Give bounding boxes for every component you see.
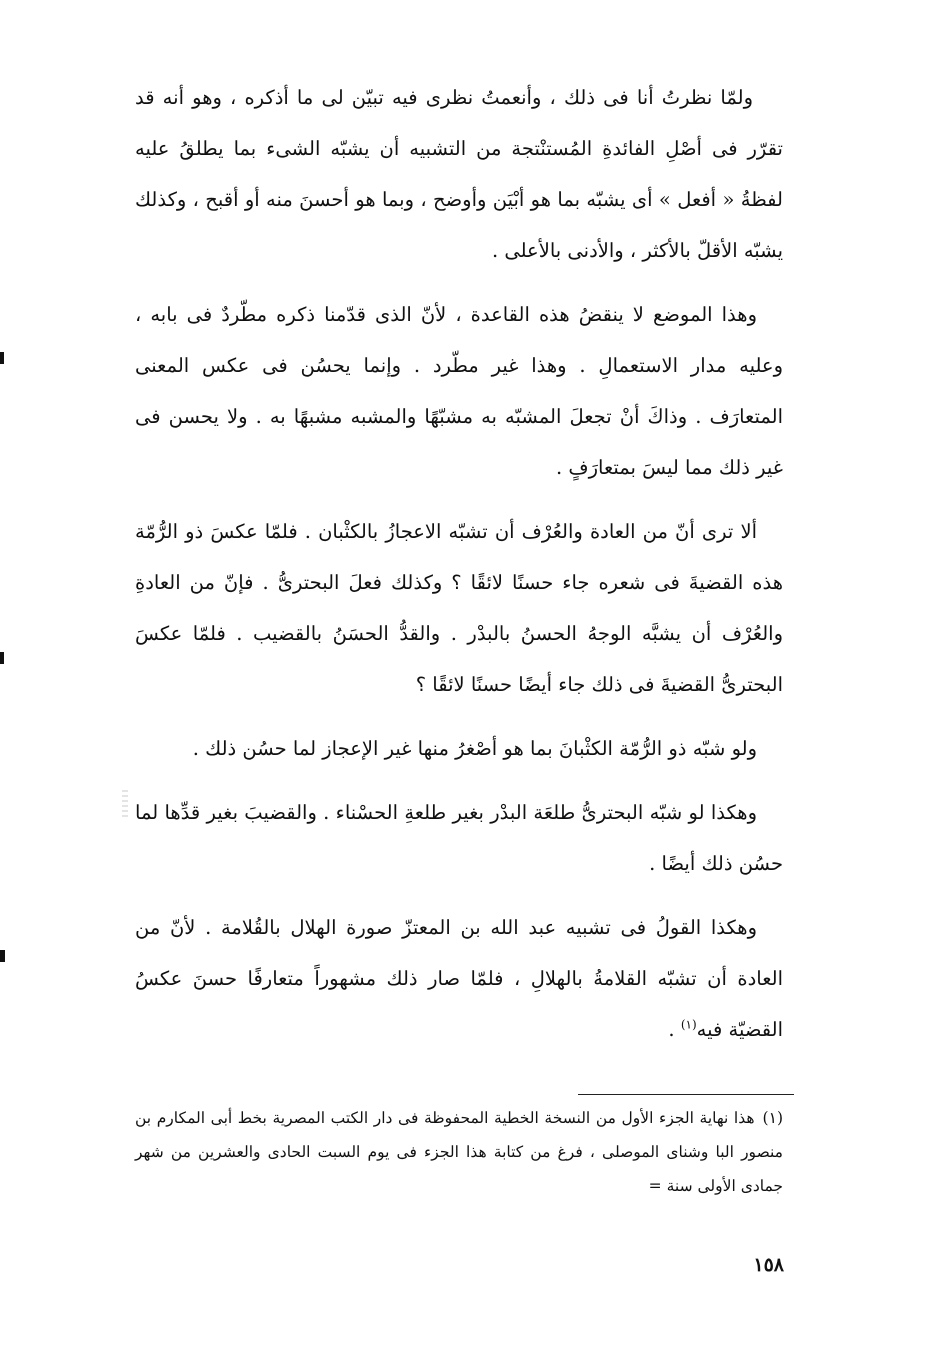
- paragraph-6: [135, 902, 783, 1055]
- paragraph-6-text: وهكذا القولُ فى تشبيه عبد الله بن المعتزّ صورة الهلال بالقُلامة . لأنّ من العادة أن تشبّه القلامةُ بالهلالِ ، فلمّا صار ذلك مشهوراً متعارفًا حسنَ عكسُ القضيّة فيه: [135, 916, 783, 1041]
- paragraph-6-end: .: [668, 1018, 681, 1041]
- paragraph-2: وهذا الموضع لا ينقضُ هذه القاعدة ، لأنّ الذى قدّمنا ذكره مطّردٌ فى بابه ، وعليه مدار الاستعمالِ . وهذا غير مطّرد . وإنما يحسُن فى عكس المعنى المتعارَف . وذاكَ أنْ تجعلَ المشبّه به مشبّهًا والمشبه مشبهًا به . ولا يحسن فى غير ذلك مما ليسَ بمتعارَفٍ .: [135, 303, 783, 479]
- paragraph-3: ألا ترى أنّ من العادة والعُرْف أن تشبّه الاعجازُ بالكثْبان . فلمّا عكسَ ذو الرُّمّة هذه القضيةَ فى شعره جاء حسنًا لائقًا ؟ وكذلك فعلَ البحترىُّ . فإنّ من العادةِ والعُرْف أن يشبَّه الوجهُ الحسنُ بالبدْر . والقدُّ الحسَنُ بالقضيب . فلمّا عكسَ البحترىُّ القضيةَ فى ذلك جاء أيضًا حسنًا لائقًا ؟: [135, 520, 783, 696]
- paragraph-5: وهكذا لو شبّه البحترىُّ طلعَة البدْر بغير طلعةِ الحسْناء . والقضيبَ بغير قدِّها لما حسُن ذلك أيضًا .: [135, 801, 783, 875]
- scan-edge-mark: [0, 652, 4, 664]
- paragraph-4: ولو شبّه ذو الرُّمّة الكثْبانَ بما هو أصْغرُ منها غير الإعجاز لما حسُن ذلك .: [192, 737, 757, 760]
- page-number: ١٥٨: [753, 1254, 784, 1276]
- footnote-divider: [578, 1094, 794, 1095]
- scan-edge-mark: [0, 352, 4, 364]
- footnote: [135, 1101, 783, 1203]
- footnote-number: (١): [762, 1109, 783, 1127]
- footnote-text: هذا نهاية الجزء الأول من النسخة الخطية المحفوظة فى دار الكتب المصرية بخط أبى المكارم بن منصور البا وشناى الموصلى ، فرغ من كتابة هذا الجزء فى يوم السبت الحادى والعشرين من شهر جمادى الأولى سنة =: [135, 1109, 783, 1195]
- main-text: [135, 72, 783, 1068]
- scan-speck: [122, 790, 128, 818]
- footnote-reference: (١): [680, 1017, 697, 1032]
- scan-edge-mark: [0, 950, 5, 962]
- paragraph-1: ولمّا نظرتُ أنا فى ذلك ، وأنعمتُ نظرى فيه تبيّن لى ما أذكره ، وهو أنه قد تقرّر فى أصْلِ الفائدةِ المُستنْتجة من التشبيه أن يشبّه الشىء بما يطلقُ عليه لفظةُ « أفعل » أى يشبّه بما هو أبْيَن وأوضح ، وبما هو أحسنَ منه أو أقبح ، وكذلك يشبّه الأقلّ بالأكثر ، والأدنى بالأعلى .: [135, 86, 783, 262]
